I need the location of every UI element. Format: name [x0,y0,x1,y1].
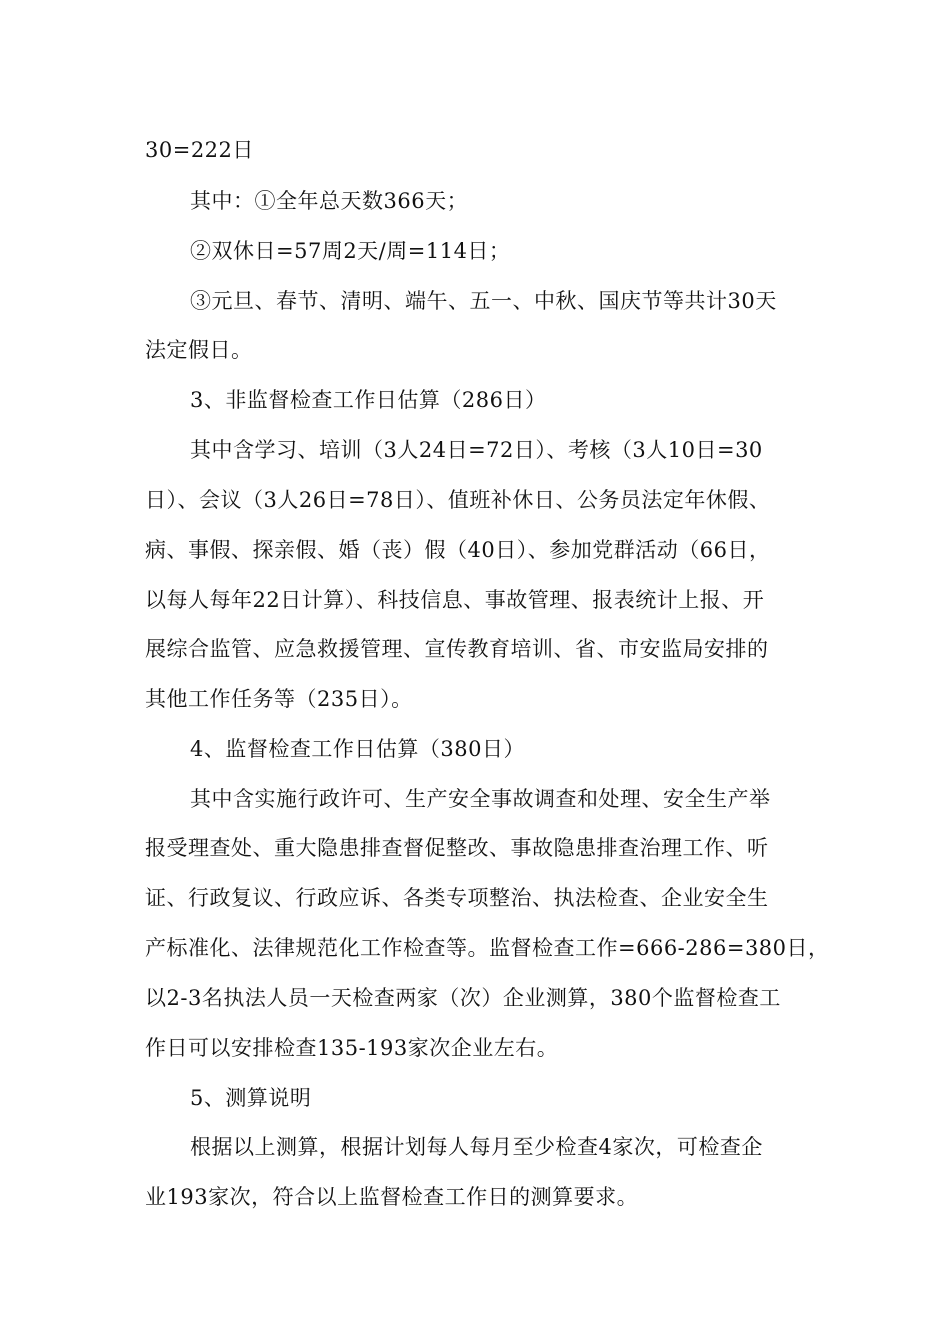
text-line: 以每人每年22日计算）、科技信息、事故管理、报表统计上报、开 [145,588,765,612]
text-line: 展综合监管、应急救援管理、宣传教育培训、省、市安监局安排的 [145,637,769,661]
text-line: 日）、会议（3人26日=78日）、值班补休日、公务员法定年休假、 [145,488,771,512]
text-line: 产标准化、法律规范化工作检查等。监督检查工作=666-286=380日， [145,936,830,960]
text-line: 以2-3名执法人员一天检查两家（次）企业测算，380个监督检查工 [145,986,781,1010]
text-line: 其中含实施行政许可、生产安全事故调查和处理、安全生产举 [190,787,771,811]
text-line: 其他工作任务等（235日）。 [145,687,413,711]
text-line: 作日可以安排检查135-193家次企业左右。 [145,1036,559,1060]
text-line: 30=222日 [145,138,254,162]
section-heading: 3、非监督检查工作日估算（286日） [190,388,547,412]
section-heading: 5、测算说明 [190,1086,312,1110]
text-line: 报受理查处、重大隐患排查督促整改、事故隐患排查治理工作、听 [145,836,769,860]
text-line: ③元旦、春节、清明、端午、五一、中秋、国庆节等共计30天 [190,289,777,313]
text-line: 根据以上测算，根据计划每人每月至少检查4家次，可检查企 [190,1135,763,1159]
text-line: ②双休日=57周2天/周=114日； [190,239,511,263]
section-heading: 4、监督检查工作日估算（380日） [190,737,525,761]
text-line: 法定假日。 [145,338,253,362]
text-line: 业193家次，符合以上监督检查工作日的测算要求。 [145,1185,639,1209]
text-line: 其中：①全年总天数366天； [190,189,469,213]
text-line: 病、事假、探亲假、婚（丧）假（40日）、参加党群活动（66日， [145,538,771,562]
text-line: 证、行政复议、行政应诉、各类专项整治、执法检查、企业安全生 [145,886,769,910]
text-line: 其中含学习、培训（3人24日=72日）、考核（3人10日=30 [190,438,763,462]
